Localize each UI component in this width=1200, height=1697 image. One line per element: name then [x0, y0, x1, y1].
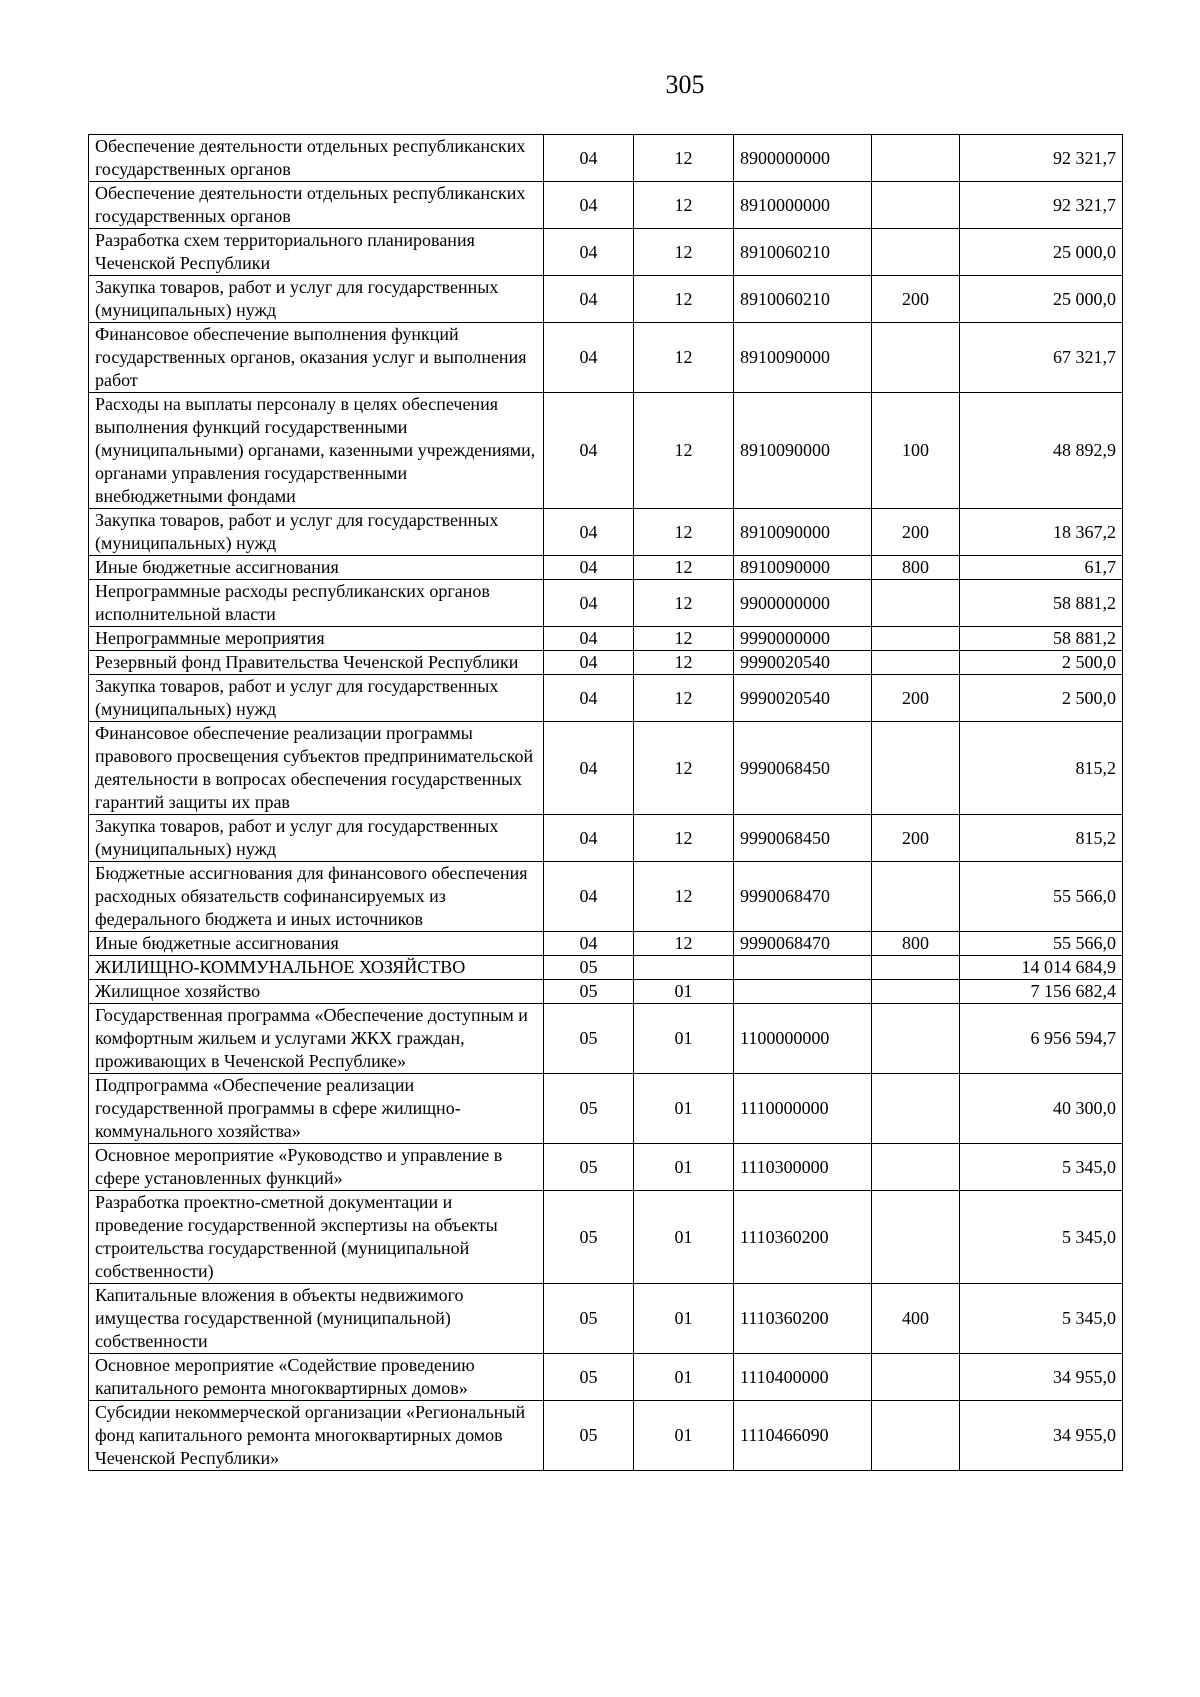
row-expense-type	[872, 862, 960, 932]
row-name: ЖИЛИЩНО-КОММУНАЛЬНОЕ ХОЗЯЙСТВО	[89, 956, 544, 980]
row-name: Капитальные вложения в объекты недвижимого имущества государственной (муниципальной) собственности	[89, 1284, 544, 1354]
row-target: 9990020540	[734, 675, 872, 722]
row-amount: 92 321,7	[960, 135, 1123, 182]
row-amount: 18 367,2	[960, 509, 1123, 556]
row-expense-type	[872, 956, 960, 980]
row-amount: 6 956 594,7	[960, 1004, 1123, 1074]
row-section: 04	[544, 135, 634, 182]
row-amount: 40 300,0	[960, 1074, 1123, 1144]
table-row	[89, 980, 1123, 1004]
row-name: Разработка проектно-сметной документации и проведение государственной экспертизы на объекты строительства государственной (муниципальной собственности)	[89, 1191, 544, 1284]
row-amount: 815,2	[960, 815, 1123, 862]
table-row	[89, 815, 1123, 862]
row-subsection: 12	[634, 815, 734, 862]
table-row	[89, 956, 1123, 980]
row-target: 1100000000	[734, 1004, 872, 1074]
row-section: 05	[544, 1191, 634, 1284]
row-subsection: 12	[634, 932, 734, 956]
row-section: 05	[544, 1401, 634, 1471]
row-name: Жилищное хозяйство	[89, 980, 544, 1004]
row-section: 04	[544, 556, 634, 580]
row-target: 9990068470	[734, 932, 872, 956]
row-target	[734, 956, 872, 980]
row-target: 1110466090	[734, 1401, 872, 1471]
row-target: 8910060210	[734, 276, 872, 323]
row-target: 8910000000	[734, 182, 872, 229]
row-subsection: 01	[634, 1074, 734, 1144]
row-expense-type	[872, 182, 960, 229]
row-target: 9990068470	[734, 862, 872, 932]
row-amount: 14 014 684,9	[960, 956, 1123, 980]
row-amount: 25 000,0	[960, 229, 1123, 276]
row-subsection: 01	[634, 1191, 734, 1284]
table-row	[89, 722, 1123, 815]
row-subsection: 12	[634, 182, 734, 229]
row-name: Закупка товаров, работ и услуг для государственных (муниципальных) нужд	[89, 675, 544, 722]
table-row	[89, 580, 1123, 627]
row-name: Непрограммные мероприятия	[89, 627, 544, 651]
row-subsection: 12	[634, 135, 734, 182]
row-amount: 7 156 682,4	[960, 980, 1123, 1004]
row-target: 8910090000	[734, 556, 872, 580]
row-expense-type: 200	[872, 509, 960, 556]
table-row	[89, 509, 1123, 556]
row-expense-type	[872, 135, 960, 182]
table-row	[89, 1074, 1123, 1144]
row-name: Резервный фонд Правительства Чеченской Республики	[89, 651, 544, 675]
table-row	[89, 323, 1123, 393]
row-amount: 92 321,7	[960, 182, 1123, 229]
row-expense-type: 200	[872, 675, 960, 722]
row-section: 05	[544, 1004, 634, 1074]
row-subsection: 12	[634, 556, 734, 580]
row-expense-type	[872, 1191, 960, 1284]
row-subsection: 12	[634, 722, 734, 815]
row-amount: 55 566,0	[960, 862, 1123, 932]
row-target: 1110360200	[734, 1191, 872, 1284]
row-target: 8910090000	[734, 393, 872, 509]
row-subsection: 01	[634, 1354, 734, 1401]
table-row	[89, 862, 1123, 932]
row-target: 9990000000	[734, 627, 872, 651]
row-expense-type	[872, 1074, 960, 1144]
row-name: Обеспечение деятельности отдельных республиканских государственных органов	[89, 135, 544, 182]
row-target	[734, 980, 872, 1004]
row-target: 8910090000	[734, 323, 872, 393]
row-expense-type	[872, 1144, 960, 1191]
row-expense-type	[872, 323, 960, 393]
row-amount: 61,7	[960, 556, 1123, 580]
row-subsection: 12	[634, 276, 734, 323]
row-section: 04	[544, 675, 634, 722]
budget-table	[88, 134, 1123, 1471]
row-expense-type	[872, 1354, 960, 1401]
row-section: 04	[544, 182, 634, 229]
row-amount: 55 566,0	[960, 932, 1123, 956]
row-expense-type	[872, 580, 960, 627]
row-section: 05	[544, 1354, 634, 1401]
row-expense-type	[872, 1004, 960, 1074]
row-expense-type: 800	[872, 932, 960, 956]
row-target: 8900000000	[734, 135, 872, 182]
row-amount: 34 955,0	[960, 1401, 1123, 1471]
row-target: 1110000000	[734, 1074, 872, 1144]
row-amount: 67 321,7	[960, 323, 1123, 393]
row-name: Закупка товаров, работ и услуг для государственных (муниципальных) нужд	[89, 815, 544, 862]
row-expense-type	[872, 722, 960, 815]
row-expense-type	[872, 229, 960, 276]
row-expense-type	[872, 1401, 960, 1471]
row-expense-type: 400	[872, 1284, 960, 1354]
row-amount: 25 000,0	[960, 276, 1123, 323]
row-section: 05	[544, 980, 634, 1004]
row-section: 04	[544, 627, 634, 651]
row-expense-type	[872, 651, 960, 675]
row-name: Основное мероприятие «Руководство и управление в сфере установленных функций»	[89, 1144, 544, 1191]
table-row	[89, 1401, 1123, 1471]
row-section: 04	[544, 276, 634, 323]
row-subsection: 01	[634, 1284, 734, 1354]
row-amount: 815,2	[960, 722, 1123, 815]
row-expense-type: 100	[872, 393, 960, 509]
row-subsection: 12	[634, 627, 734, 651]
page-number: 305	[665, 70, 705, 99]
row-section: 05	[544, 1144, 634, 1191]
row-amount: 2 500,0	[960, 651, 1123, 675]
row-amount: 48 892,9	[960, 393, 1123, 509]
row-section: 04	[544, 932, 634, 956]
table-row	[89, 1004, 1123, 1074]
row-target: 8910060210	[734, 229, 872, 276]
row-section: 04	[544, 862, 634, 932]
row-amount: 5 345,0	[960, 1191, 1123, 1284]
table-row	[89, 393, 1123, 509]
row-amount: 5 345,0	[960, 1144, 1123, 1191]
row-name: Финансовое обеспечение реализации программы правового просвещения субъектов предпринимательской деятельности в вопросах обеспечения государственных гарантий защиты их прав	[89, 722, 544, 815]
row-subsection: 12	[634, 651, 734, 675]
table-row	[89, 276, 1123, 323]
row-target: 1110360200	[734, 1284, 872, 1354]
row-name: Расходы на выплаты персоналу в целях обеспечения выполнения функций государственными (муниципальными) органами, казенными учреждениями, органами управления государственными внебюджетными фондами	[89, 393, 544, 509]
table-row	[89, 1284, 1123, 1354]
budget-table-body	[89, 135, 1123, 1471]
row-target: 8910090000	[734, 509, 872, 556]
row-subsection: 01	[634, 1004, 734, 1074]
row-section: 04	[544, 580, 634, 627]
row-subsection: 01	[634, 1401, 734, 1471]
table-row	[89, 675, 1123, 722]
row-name: Основное мероприятие «Содействие проведению капитального ремонта многоквартирных домов»	[89, 1354, 544, 1401]
row-expense-type: 800	[872, 556, 960, 580]
row-section: 05	[544, 956, 634, 980]
row-name: Закупка товаров, работ и услуг для государственных (муниципальных) нужд	[89, 276, 544, 323]
table-row	[89, 932, 1123, 956]
row-name: Разработка схем территориального планирования Чеченской Республики	[89, 229, 544, 276]
table-row	[89, 556, 1123, 580]
row-name: Закупка товаров, работ и услуг для государственных (муниципальных) нужд	[89, 509, 544, 556]
row-name: Непрограммные расходы республиканских органов исполнительной власти	[89, 580, 544, 627]
row-section: 04	[544, 393, 634, 509]
row-section: 04	[544, 509, 634, 556]
row-subsection	[634, 956, 734, 980]
table-row	[89, 627, 1123, 651]
row-section: 04	[544, 229, 634, 276]
row-section: 04	[544, 323, 634, 393]
table-row	[89, 182, 1123, 229]
row-subsection: 12	[634, 675, 734, 722]
row-amount: 2 500,0	[960, 675, 1123, 722]
row-name: Бюджетные ассигнования для финансового обеспечения расходных обязательств софинансируемых из федерального бюджета и иных источников	[89, 862, 544, 932]
table-row	[89, 135, 1123, 182]
row-section: 05	[544, 1284, 634, 1354]
row-expense-type: 200	[872, 276, 960, 323]
row-target: 1110300000	[734, 1144, 872, 1191]
row-target: 9900000000	[734, 580, 872, 627]
row-name: Иные бюджетные ассигнования	[89, 556, 544, 580]
row-amount: 5 345,0	[960, 1284, 1123, 1354]
row-subsection: 12	[634, 393, 734, 509]
row-name: Финансовое обеспечение выполнения функций государственных органов, оказания услуг и выполнения работ	[89, 323, 544, 393]
row-subsection: 12	[634, 862, 734, 932]
table-row	[89, 651, 1123, 675]
row-name: Иные бюджетные ассигнования	[89, 932, 544, 956]
row-name: Субсидии некоммерческой организации «Региональный фонд капитального ремонта многоквартирных домов Чеченской Республики»	[89, 1401, 544, 1471]
row-target: 9990068450	[734, 722, 872, 815]
row-section: 04	[544, 722, 634, 815]
row-amount: 34 955,0	[960, 1354, 1123, 1401]
table-row	[89, 1144, 1123, 1191]
table-row	[89, 1191, 1123, 1284]
row-name: Государственная программа «Обеспечение доступным и комфортным жильем и услугами ЖКХ граждан, проживающих в Чеченской Республике»	[89, 1004, 544, 1074]
row-name: Подпрограмма «Обеспечение реализации государственной программы в сфере жилищно-коммунального хозяйства»	[89, 1074, 544, 1144]
row-target: 9990020540	[734, 651, 872, 675]
row-target: 9990068450	[734, 815, 872, 862]
row-subsection: 12	[634, 580, 734, 627]
row-amount: 58 881,2	[960, 580, 1123, 627]
table-row	[89, 1354, 1123, 1401]
row-expense-type: 200	[872, 815, 960, 862]
row-subsection: 01	[634, 980, 734, 1004]
row-section: 04	[544, 815, 634, 862]
row-expense-type	[872, 980, 960, 1004]
row-amount: 58 881,2	[960, 627, 1123, 651]
row-section: 05	[544, 1074, 634, 1144]
row-subsection: 12	[634, 509, 734, 556]
row-subsection: 12	[634, 229, 734, 276]
row-subsection: 12	[634, 323, 734, 393]
table-row	[89, 229, 1123, 276]
row-target: 1110400000	[734, 1354, 872, 1401]
row-name: Обеспечение деятельности отдельных республиканских государственных органов	[89, 182, 544, 229]
row-section: 04	[544, 651, 634, 675]
row-subsection: 01	[634, 1144, 734, 1191]
row-expense-type	[872, 627, 960, 651]
